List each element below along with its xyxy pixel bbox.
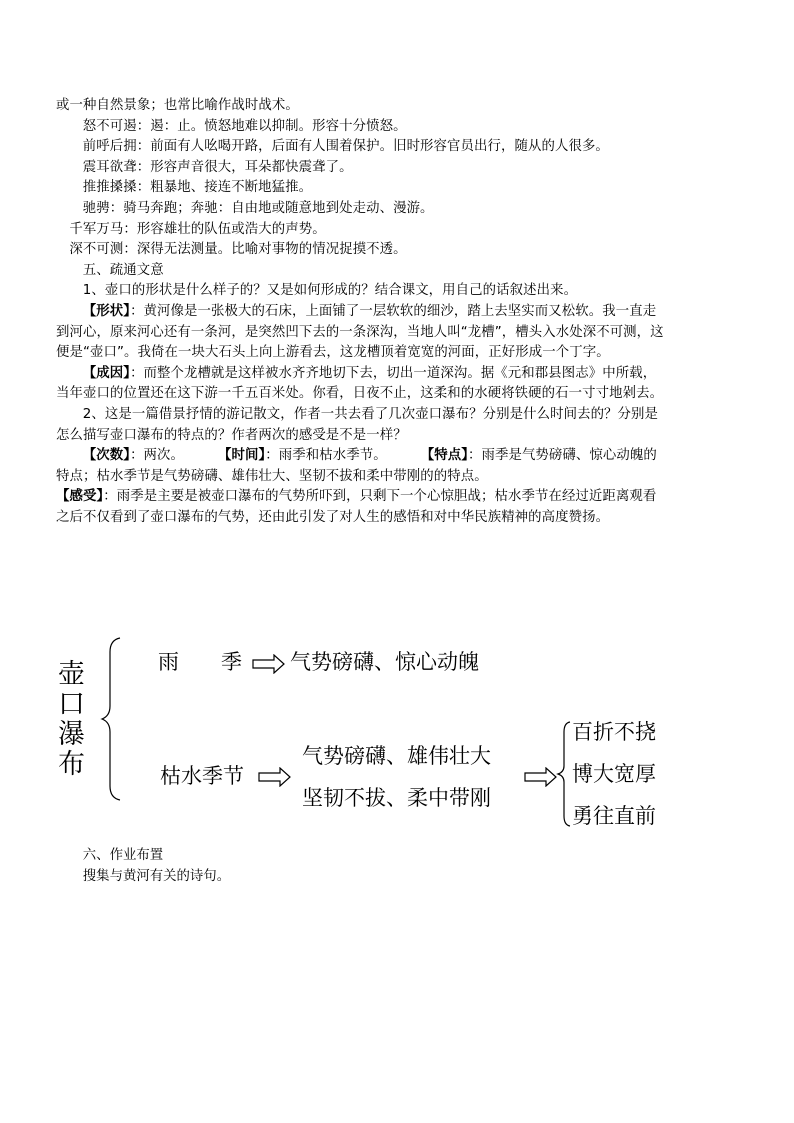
homework-section <box>56 846 666 887</box>
vocab-item: 震耳欲聋：形容声音很大，耳朵都快震聋了。 <box>82 159 353 175</box>
label-feature: 【特点】 <box>420 448 468 464</box>
title-char: 口 <box>58 689 85 720</box>
label-time: 【时间】 <box>218 448 266 464</box>
question-1: 1、壶口的形状是什么样子的？又是如何形成的？结合课文，用自己的话叙述出来。 <box>82 283 578 299</box>
question-2: 2、这是一篇借景抒情的游记散文，作者一共去看了几次壶口瀑布？分别是什么时间去的？分别是怎么描写壶口瀑布的特点的？作者两次的感受是不是一样？ <box>56 406 659 443</box>
label-feeling: 【感受】 <box>56 489 104 505</box>
answer-cause: 【成因】：而整个龙槽就是这样被水齐齐地切下去，切出一道深沟。据《元和郡县图志》中所载，当年壶口的位置还在这下游一千五百米处。你看，日夜不止，这柔和的水硬将铁硬的石一寸寸地剁去。 <box>56 365 664 402</box>
left-brace-icon <box>556 720 572 828</box>
vocab-item: 怒不可遏：遏：止。愤怒地难以抑制。形容十分愤怒。 <box>82 118 407 134</box>
vocab-item: 深不可测：深得无法测量。比喻对事物的情况捉摸不透。 <box>69 242 407 258</box>
dry-season-label: 枯水季节 <box>160 764 244 788</box>
paragraph: 或一种自然景象；也常比喻作战时战术。 <box>56 98 299 113</box>
left-brace-icon <box>100 636 124 802</box>
spirit-item: 勇往直前 <box>572 804 656 828</box>
section-heading: 六、作业布置 <box>82 848 164 863</box>
vocab-item: 千军万马：形容雄壮的队伍或浩大的声势。 <box>69 221 326 237</box>
section-heading: 五、疏通文意 <box>82 262 164 278</box>
vocab-item: 驰骋：骑马奔跑；奔驰：自由地或随意地到处走动、漫游。 <box>82 200 434 216</box>
title-char: 布 <box>58 749 85 780</box>
vocab-item: 推推搡搡：粗暴地、接连不断地猛推。 <box>82 180 313 196</box>
answer-feeling: 【感受】：雨季是主要是被壶口瀑布的气势所吓到，只剩下一个心惊胆战；枯水季节在经过近距离观看之后不仅看到了壶口瀑布的气势，还由此引发了对人生的感悟和对中华民族精神的高度赞扬。 <box>56 489 657 525</box>
lesson-text <box>56 96 666 528</box>
diagram-title <box>58 660 88 780</box>
answer-count: 【次数】：两次。 【时间】：雨季和枯水季节。 【特点】：雨季是气势磅礴、惊心动魄的特点；枯水季节是气势磅礴、雄伟壮大、坚韧不拔和柔中带刚的的特点。 <box>56 448 657 484</box>
rainy-features: 气势磅礴、惊心动魄 <box>290 650 479 674</box>
arrow-right-icon <box>258 767 292 787</box>
dry-features-line2: 坚韧不拔、柔中带刚 <box>302 786 491 810</box>
title-char: 瀑 <box>58 719 85 750</box>
label-shape: 【形状】 <box>82 303 131 319</box>
label-cause: 【成因】 <box>82 365 131 381</box>
arrow-right-icon <box>252 654 286 674</box>
answer-shape: 【形状】：黄河像是一张极大的石床，上面铺了一层软软的细沙，踏上去坚实而又松软。我一直走到河心，原来河心还有一条河，是突然凹下去的一条深沟，当地人叫“龙槽”，槽头入水处深不可测，这便是“壶口”。我倚在一块大石头上向上游看去，这龙槽顶着宽宽的河面，正好形成一个丁字。 <box>56 303 664 361</box>
spirit-item: 博大宽厚 <box>572 762 656 786</box>
title-char: 壶 <box>58 659 85 690</box>
homework-task: 搜集与黄河有关的诗句。 <box>82 868 231 884</box>
spirit-item: 百折不挠 <box>572 720 656 744</box>
vocab-item: 前呼后拥：前面有人吆喝开路，后面有人围着保护。旧时形容官员出行，随从的人很多。 <box>82 139 609 155</box>
arrow-right-icon <box>524 767 558 787</box>
dry-features-line1: 气势磅礴、雄伟壮大 <box>302 744 491 768</box>
rainy-season-label: 雨 季 <box>158 650 242 674</box>
label-count: 【次数】 <box>82 448 131 464</box>
